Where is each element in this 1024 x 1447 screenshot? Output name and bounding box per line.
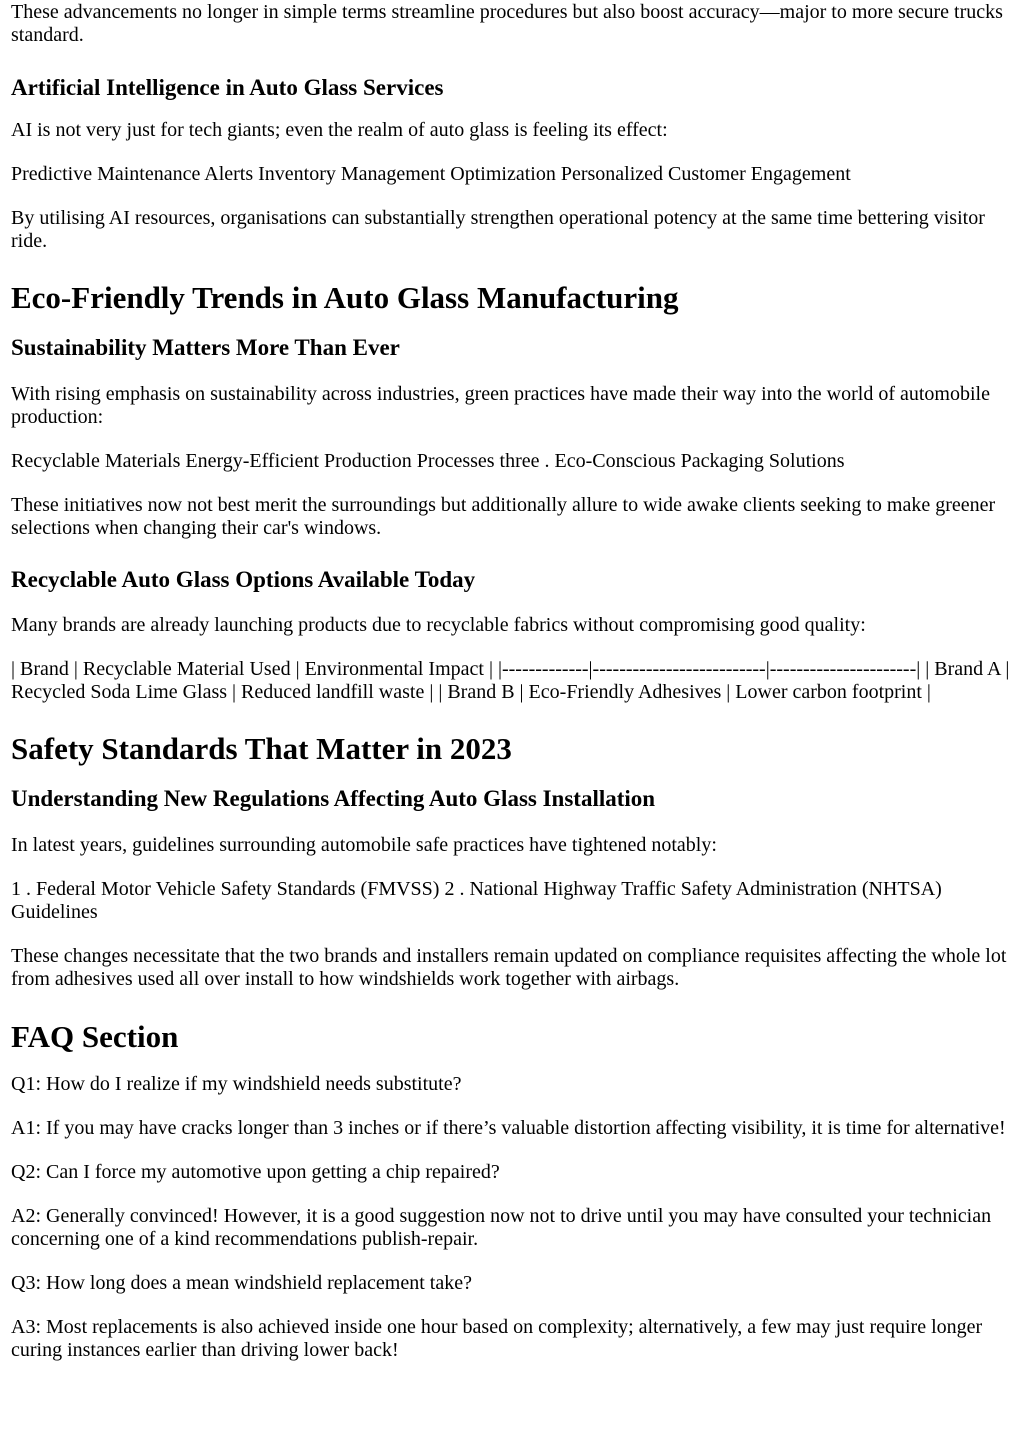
faq-q3: Q3: How long does a mean windshield replacement take? (11, 1272, 472, 1294)
brand-table-text: | Brand | Recyclable Material Used | Environmental Impact | |-------------|--------------------------|----------------------| | Brand A | Recycled Soda Lime Glass | Reduced landfill waste | | Brand B | Eco-Friendly Adhesives | Lower carbon footprint | (11, 658, 1010, 703)
eco-heading: Eco-Friendly Trends in Auto Glass Manufacturing (11, 280, 679, 315)
regulations-paragraph-1: In latest years, guidelines surrounding automobile safe practices have tightened notably: (11, 834, 717, 856)
recyclable-heading: Recyclable Auto Glass Options Available Today (11, 567, 476, 592)
sustainability-paragraph-1: With rising emphasis on sustainability across industries, green practices have made their way into the world of automobile production: (11, 383, 990, 428)
faq-heading: FAQ Section (11, 1019, 179, 1054)
intro-paragraph: These advancements no longer in simple terms streamline procedures but also boost accuracy—major to more secure trucks standard. (11, 1, 1003, 46)
ai-heading: Artificial Intelligence in Auto Glass Services (11, 75, 444, 100)
safety-heading: Safety Standards That Matter in 2023 (11, 731, 512, 766)
faq-a2: A2: Generally convinced! However, it is a good suggestion now not to drive until you may have consulted your technician concerning one of a kind recommendations publish-repair. (11, 1205, 992, 1250)
sustainability-paragraph-3: These initiatives now not best merit the surroundings but additionally allure to wide awake clients seeking to make greener selections when changing their car's windows. (11, 494, 996, 539)
article-body (0, 1, 1024, 1362)
sustainability-heading: Sustainability Matters More Than Ever (11, 335, 400, 360)
regulations-heading: Understanding New Regulations Affecting Auto Glass Installation (11, 786, 656, 811)
ai-paragraph-1: AI is not very just for tech giants; even the realm of auto glass is feeling its effect: (11, 119, 668, 141)
faq-q2: Q2: Can I force my automotive upon getting a chip repaired? (11, 1161, 500, 1183)
faq-a3: A3: Most replacements is also achieved inside one hour based on complexity; alternatively, a few may just require longer curing instances earlier than driving lower back! (11, 1316, 983, 1361)
recyclable-paragraph: Many brands are already launching products due to recyclable fabrics without compromising good quality: (11, 614, 866, 636)
sustainability-paragraph-2: Recyclable Materials Energy-Efficient Production Processes three . Eco-Conscious Packaging Solutions (11, 450, 845, 472)
regulations-paragraph-2: 1 . Federal Motor Vehicle Safety Standards (FMVSS) 2 . National Highway Traffic Safety Administration (NHTSA) Guidelines (11, 878, 942, 923)
ai-paragraph-2: Predictive Maintenance Alerts Inventory Management Optimization Personalized Customer Engagement (11, 163, 851, 185)
faq-a1: A1: If you may have cracks longer than 3 inches or if there’s valuable distortion affecting visibility, it is time for alternative! (11, 1117, 1006, 1139)
faq-q1: Q1: How do I realize if my windshield needs substitute? (11, 1073, 462, 1095)
regulations-paragraph-3: These changes necessitate that the two brands and installers remain updated on compliance requisites affecting the whole lot from adhesives used all over install to how windshields work together with airbags. (11, 945, 1007, 990)
ai-paragraph-3: By utilising AI resources, organisations can substantially strengthen operational potency at the same time bettering visitor ride. (11, 207, 985, 252)
